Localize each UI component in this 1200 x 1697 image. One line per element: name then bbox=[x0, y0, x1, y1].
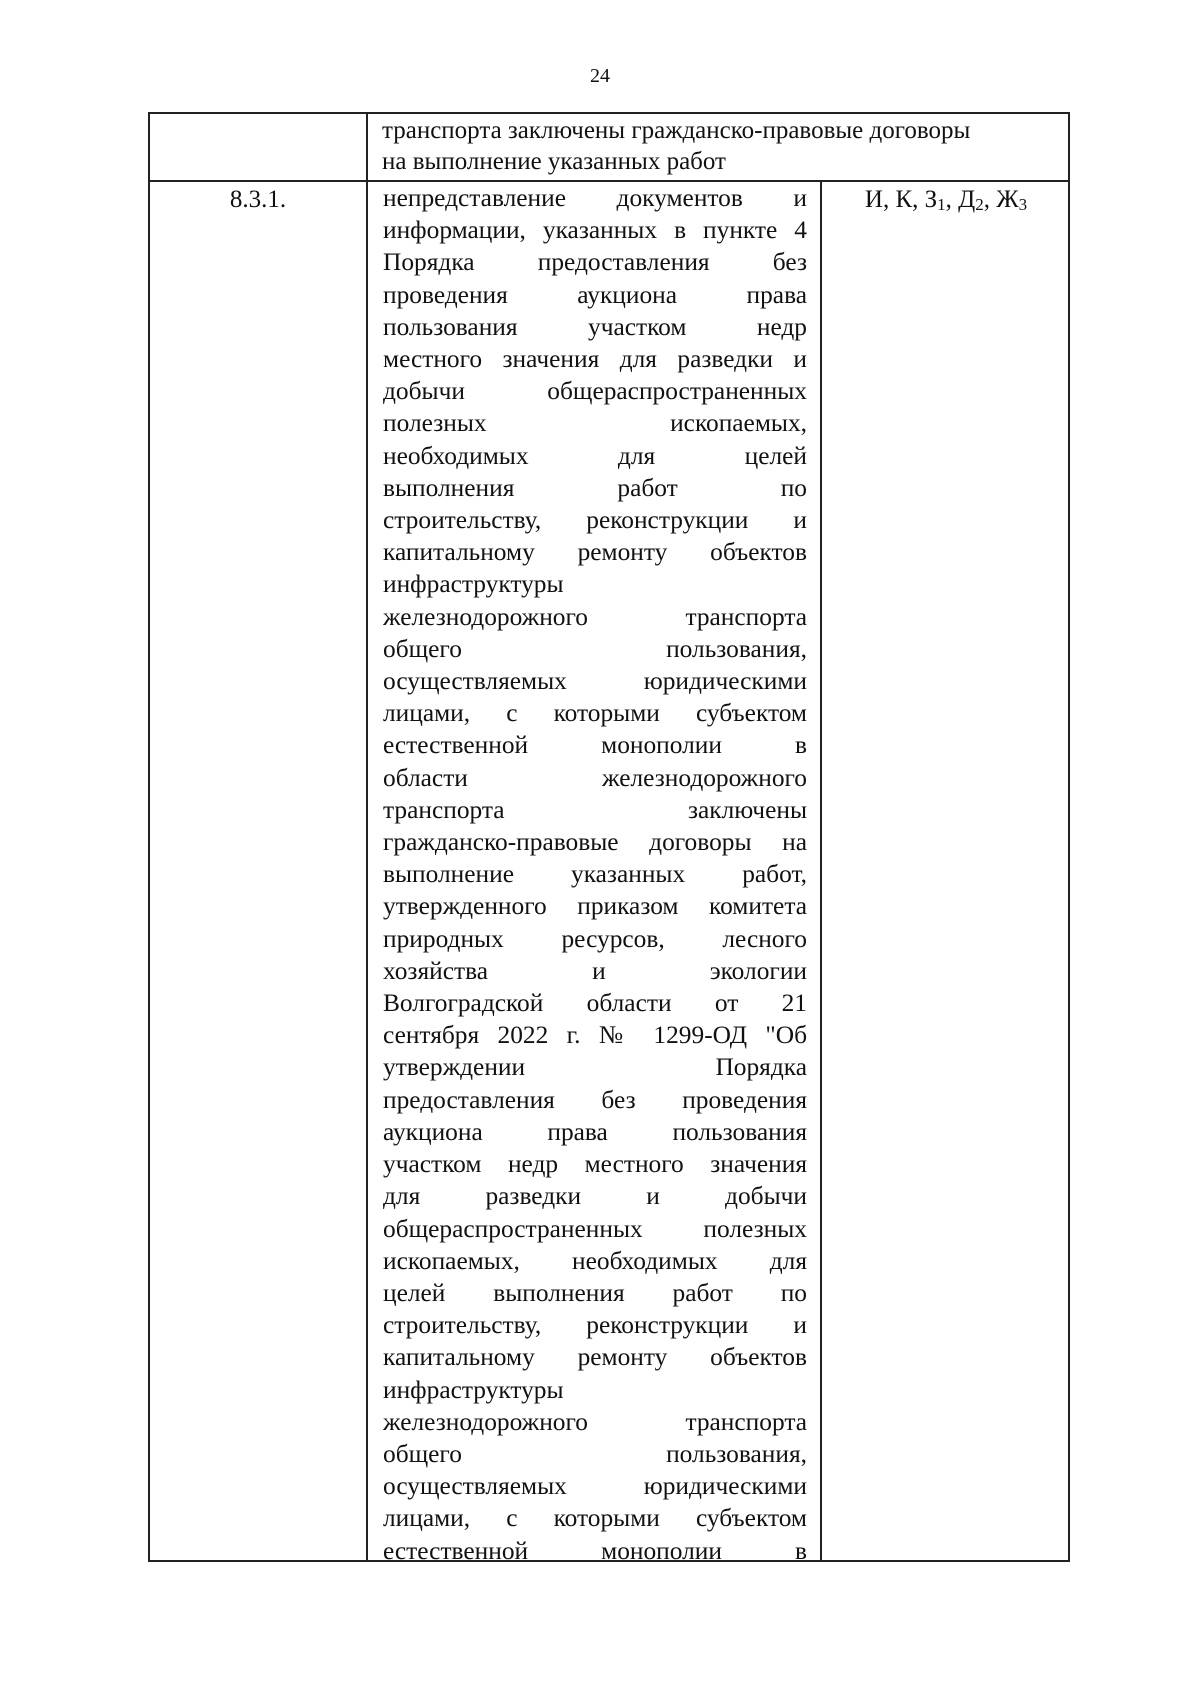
code-subscript: 3 bbox=[1018, 195, 1028, 214]
continuation-line: транспорта заключены гражданско-правовые договоры bbox=[382, 117, 971, 144]
violations-table bbox=[148, 112, 1070, 1565]
description-line: для разведки и добычи bbox=[383, 1182, 807, 1211]
description-line: естественной монополии в bbox=[383, 1536, 807, 1565]
description-line: железнодорожного транспорта bbox=[383, 1407, 807, 1436]
description-line: аукциона права пользования bbox=[383, 1117, 807, 1146]
code-item bbox=[925, 186, 946, 213]
continuation-cell bbox=[382, 115, 1058, 177]
description-line: информации, указанных в пункте 4 bbox=[383, 216, 807, 245]
description-line: естественной монополии в bbox=[383, 731, 807, 760]
row-codes-cell: И, К, $З_1$, $Д_2$, $Ж_3$ bbox=[864, 186, 1028, 214]
row-description-cell bbox=[383, 182, 807, 1567]
code-item bbox=[958, 186, 984, 213]
description-line: Волгоградской области от 21 bbox=[383, 989, 807, 1018]
description-line: целей выполнения работ по bbox=[383, 1278, 807, 1307]
description-line: строительству, реконструкции и bbox=[383, 1311, 807, 1340]
description-line: предоставления без проведения bbox=[383, 1085, 807, 1114]
continuation-line: на выполнение указанных работ bbox=[382, 148, 726, 175]
description-line: сентября 2022 г. № 1299-ОД "Об bbox=[383, 1021, 807, 1050]
description-line: пользования участком недр bbox=[383, 312, 807, 341]
description-line: выполнения работ по bbox=[383, 473, 807, 502]
code-letter: Д bbox=[958, 186, 976, 213]
column-divider-codes bbox=[820, 180, 822, 1560]
code-item bbox=[865, 186, 883, 213]
page-number: 24 bbox=[590, 65, 610, 87]
description-line: природных ресурсов, лесного bbox=[383, 924, 807, 953]
description-line: осуществляемых юридическими bbox=[383, 667, 807, 696]
description-line: проведения аукциона права bbox=[383, 280, 807, 309]
description-line: хозяйства и экологии bbox=[383, 956, 807, 985]
description-line: транспорта заключены bbox=[383, 795, 807, 824]
code-subscript: 2 bbox=[975, 195, 984, 214]
description-line: необходимых для целей bbox=[383, 441, 807, 470]
description-line: гражданско-правовые договоры на bbox=[383, 828, 807, 857]
description-line: инфраструктуры bbox=[383, 1375, 564, 1404]
description-line: осуществляемых юридическими bbox=[383, 1472, 807, 1501]
description-line: непредставление документов и bbox=[383, 184, 807, 212]
description-line: железнодорожного транспорта bbox=[383, 602, 807, 631]
description-line: лицами, с которыми субъектом bbox=[383, 699, 807, 728]
description-line: утвержденного приказом комитета bbox=[383, 892, 807, 921]
code-letter: И bbox=[864, 186, 883, 213]
description-line: инфраструктуры bbox=[383, 570, 564, 599]
description-line: Порядка предоставления без bbox=[383, 248, 807, 277]
description-line: добычи общераспространенных bbox=[383, 377, 807, 406]
description-line: лицами, с которыми субъектом bbox=[383, 1504, 807, 1533]
code-letter: З bbox=[924, 186, 938, 213]
description-line: местного значения для разведки и bbox=[383, 345, 807, 374]
description-line: общего пользования, bbox=[383, 634, 807, 663]
description-line: общего пользования, bbox=[383, 1439, 807, 1468]
code-item bbox=[895, 186, 912, 213]
description-line: утверждении Порядка bbox=[383, 1053, 807, 1082]
description-line: выполнение указанных работ, bbox=[383, 860, 807, 889]
description-line: участком недр местного значения bbox=[383, 1150, 807, 1179]
column-divider-number bbox=[366, 114, 368, 1560]
description-line: капитальному ремонту объектов bbox=[383, 1343, 807, 1372]
description-line: строительству, реконструкции и bbox=[383, 506, 807, 535]
row-number-cell: 8.3.1. bbox=[229, 186, 287, 213]
code-letter: Ж bbox=[996, 186, 1019, 213]
description-line: области железнодорожного bbox=[383, 763, 807, 792]
description-line: общераспространенных полезных bbox=[383, 1214, 807, 1243]
code-subscript: 1 bbox=[937, 195, 946, 214]
code-letter: К bbox=[895, 186, 913, 213]
description-line: полезных ископаемых, bbox=[383, 409, 807, 438]
description-line: капитальному ремонту объектов bbox=[383, 538, 807, 567]
description-line: ископаемых, необходимых для bbox=[383, 1246, 807, 1275]
code-item bbox=[996, 186, 1027, 213]
